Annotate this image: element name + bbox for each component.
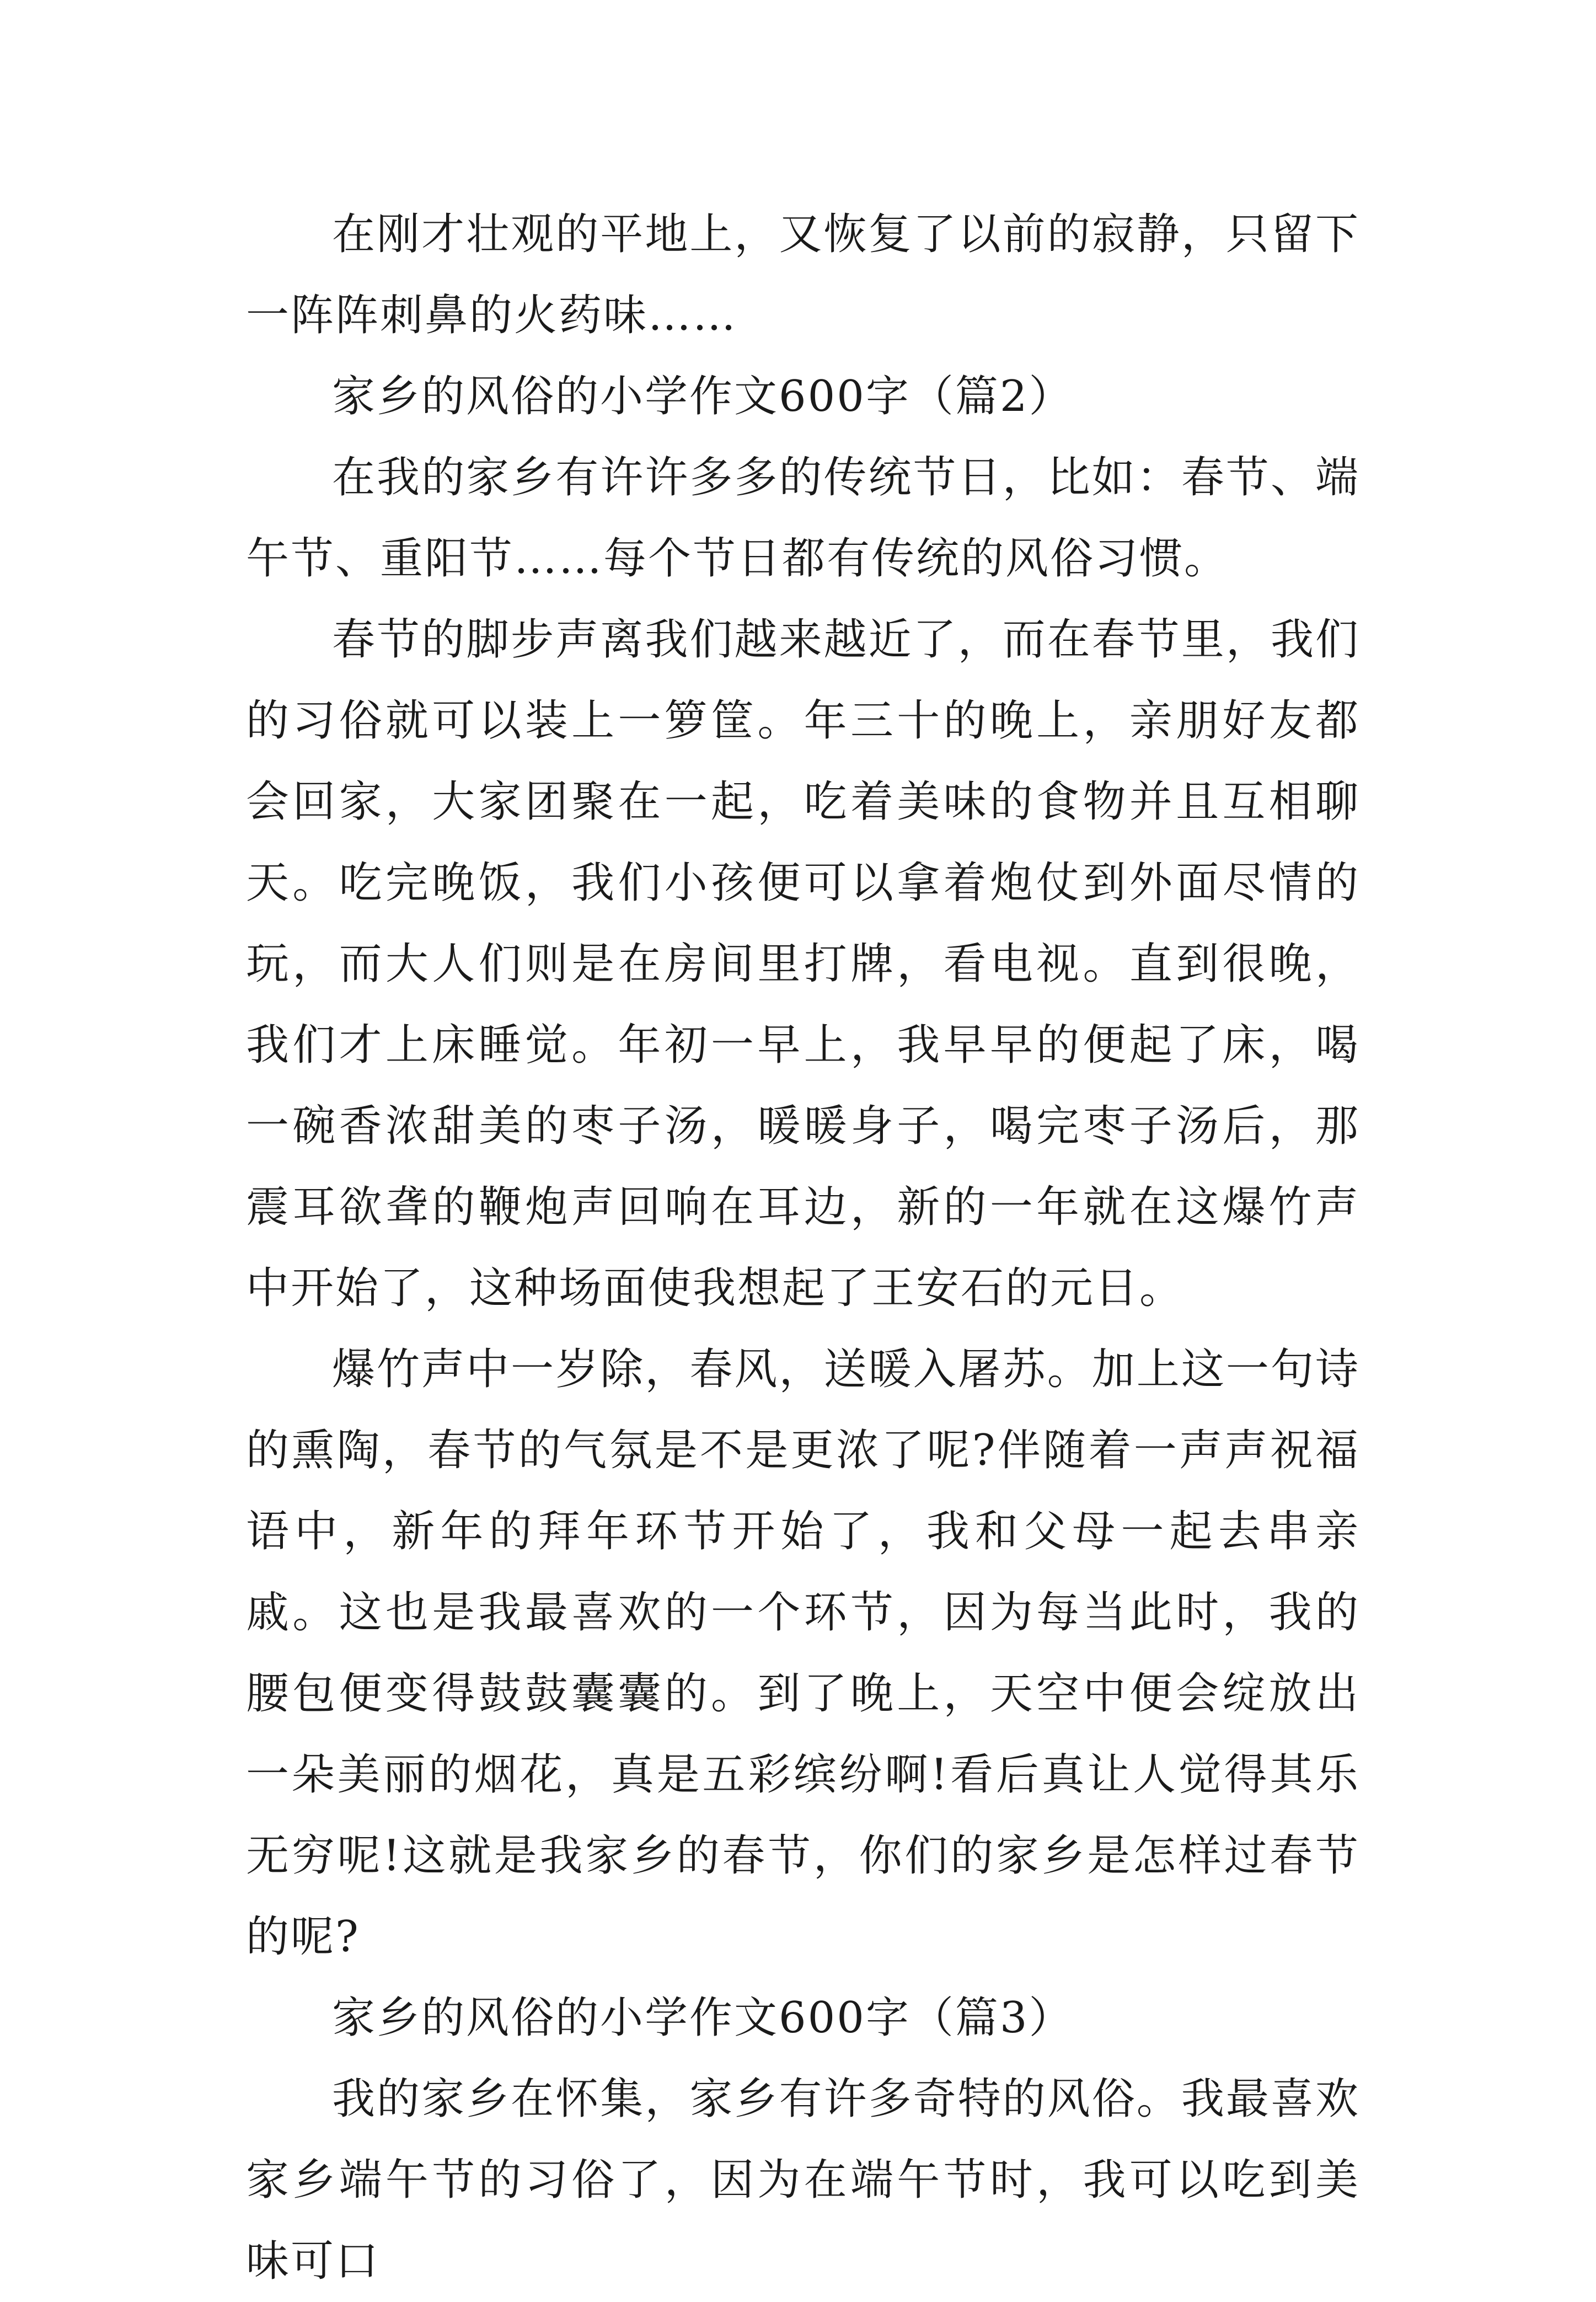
paragraph-festivals-intro: 在我的家乡有许许多多的传统节日，比如：春节、端午节、重阳节……每个节日都有传统的风俗习惯。: [246, 453, 1360, 583]
essay-heading-2: 家乡的风俗的小学作文600字（篇2）: [332, 372, 1074, 421]
document-body: [246, 194, 1360, 2302]
essay-heading-3: 家乡的风俗的小学作文600字（篇3）: [332, 1993, 1074, 2043]
paragraph-new-year-poem: 爆竹声中一岁除，春风，送暖入屠苏。加上这一句诗的熏陶，春节的气氛是不是更浓了呢?伴随着一声声祝福语中，新年的拜年环节开始了，我和父母一起去串亲戚。这也是我最喜欢的一个环节，因为每当此时，我的腰包便变得鼓鼓囊囊的。到了晚上，天空中便会绽放出一朵美丽的烟花，真是五彩缤纷啊!看后真让人觉得其乐无穷呢!这就是我家乡的春节，你们的家乡是怎样过春节的呢?: [246, 1345, 1360, 1962]
paragraph-spring-festival: 春节的脚步声离我们越来越近了，而在春节里，我们的习俗就可以装上一箩筐。年三十的晚上，亲朋好友都会回家，大家团聚在一起，吃着美味的食物并且互相聊天。吃完晚饭，我们小孩便可以拿着炮仗到外面尽情的玩，而大人们则是在房间里打牌，看电视。直到很晚，我们才上床睡觉。年初一早上，我早早的便起了床，喝一碗香浓甜美的枣子汤，暖暖身子，喝完枣子汤后，那震耳欲聋的鞭炮声回响在耳边，新的一年就在这爆竹声中开始了，这种场面使我想起了王安石的元日。: [246, 615, 1360, 1313]
paragraph-fireworks-ending: 在刚才壮观的平地上，又恢复了以前的寂静，只留下一阵阵刺鼻的火药味……: [246, 210, 1360, 340]
paragraph-dragon-boat: 我的家乡在怀集，家乡有许多奇特的风俗。我最喜欢家乡端午节的习俗了，因为在端午节时，我可以吃到美味可口: [246, 2074, 1360, 2286]
